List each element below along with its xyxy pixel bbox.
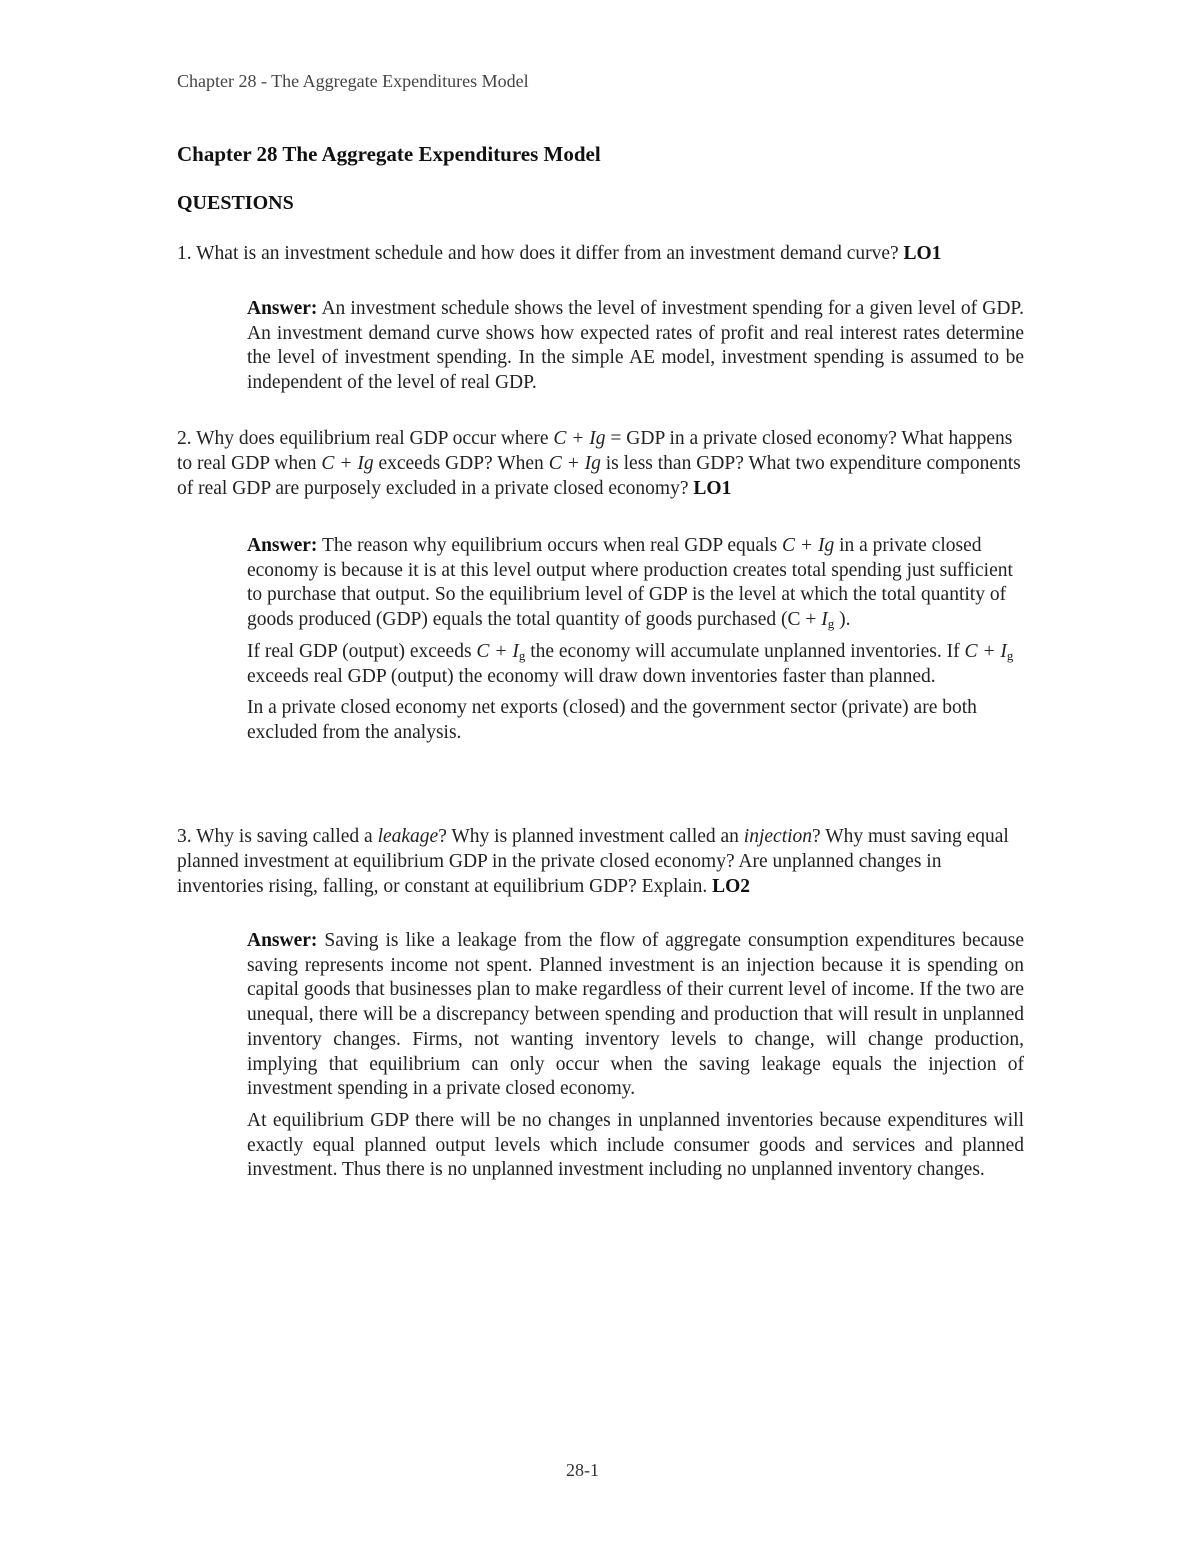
question-2: 2. Why does equilibrium real GDP occur where C + Ig = GDP in a private closed economy? What happens to real GDP when C + Ig exceeds GDP? When C + Ig is less than GDP? What two expenditure components of real GDP are purposely excluded in a private closed economy? LO1 [177, 428, 1021, 499]
answer-paragraph: At equilibrium GDP there will be no changes in unplanned inventories because expenditures will exactly equal planned output levels which include consumer goods and services and planned investment. Thus there is no unplanned investment including no unplanned inventory changes. [247, 1109, 1024, 1181]
answer-3 [247, 929, 1024, 1183]
answer-label: Answer: [247, 535, 318, 556]
answer-paragraph: If real GDP (output) exceeds $C + I_g$ the economy will accumulate unplanned inventories. If $C + I_g$ exceeds real GDP (output) the economy will draw down inventories faster than planned. [247, 640, 1014, 687]
chapter-title: Chapter 28 The Aggregate Expenditures Model [177, 142, 601, 166]
answer-label: Answer: [247, 298, 318, 319]
answer-2 [247, 534, 1024, 746]
question-3: 3. Why is saving called a leakage? Why is planned investment called an injection? Why must saving equal planned investment at equilibrium GDP in the private closed economy? Are unplanned changes in inventories rising, falling, or constant at equilibrium GDP? Explain. LO2 [177, 826, 1009, 897]
question-1 [177, 241, 1027, 266]
question-1-text: 1. What is an investment schedule and how does it differ from an investment demand curve? [177, 243, 899, 264]
learning-objective: LO1 [693, 478, 732, 499]
answer-paragraph: Answer: Saving is like a leakage from the flow of aggregate consumption expenditures because saving represents income not spent. Planned investment is an injection because it is spending on capital goods that businesses plan to make regardless of their current level of income. If the two are unequal, there will be a discrepancy between spending and production that will result in unplanned inventory changes. Firms, not wanting inventory levels to change, will change production, implying that equilibrium can only occur when the saving leakage equals the injection of investment spending in a private closed economy. [247, 930, 1024, 1100]
learning-objective: LO2 [712, 876, 751, 897]
answer-paragraph: Answer: The reason why equilibrium occurs when real GDP equals C + Ig in a private closed economy is because it is at this level output where production creates total spending just sufficient to purchase that output. So the equilibrium level of GDP is the level at which the total quantity of goods produced (GDP) equals the total quantity of goods purchased ($C + I_g$ ). [247, 535, 1013, 632]
answer-1 [247, 297, 1024, 396]
answer-paragraph: In a private closed economy net exports (closed) and the government sector (private) are both excluded from the analysis. [247, 697, 977, 743]
learning-objective: LO1 [903, 243, 942, 264]
answer-paragraph: Answer: An investment schedule shows the level of investment spending for a given level of GDP. An investment demand curve shows how expected rates of profit and real interest rates determine the level of investment spending. In the simple AE model, investment spending is assumed to be independent of the level of real GDP. [247, 298, 1024, 394]
page-number: 28-1 [566, 1460, 599, 1480]
running-header: Chapter 28 - The Aggregate Expenditures Model [177, 71, 529, 91]
answer-label: Answer: [247, 930, 318, 951]
section-heading: QUESTIONS [177, 192, 294, 214]
